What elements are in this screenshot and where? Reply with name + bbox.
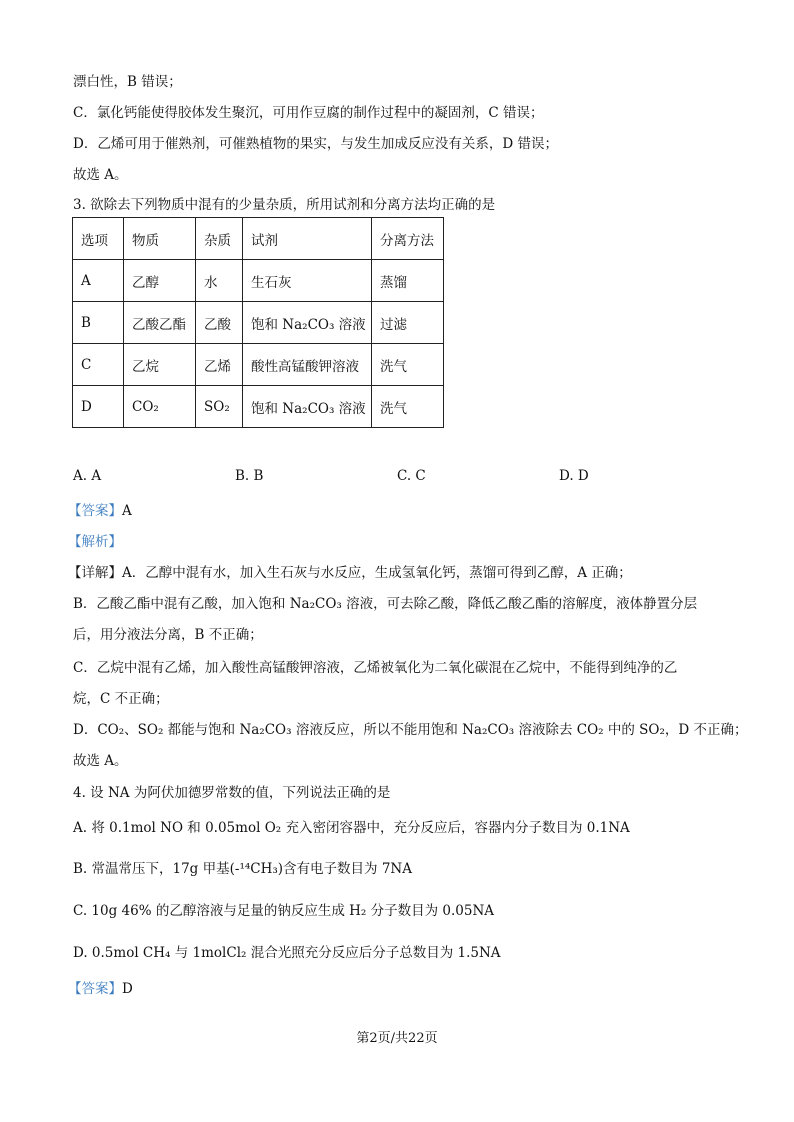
- detail-line: C．乙烷中混有乙烯，加入酸性高锰酸钾溶液，乙烯被氧化为二氧化碳混在乙烷中，不能得到纯净的乙: [73, 660, 678, 676]
- choice-b: B. B: [235, 468, 264, 484]
- table-header-cell: 试剂: [243, 218, 372, 260]
- table-cell: 乙烷: [124, 344, 196, 386]
- detail-line: 【详解】A．乙醇中混有水，加入生石灰与水反应，生成氢氧化钙，蒸馏可得到乙醇，A 正确；: [68, 565, 632, 581]
- table-cell: A: [73, 260, 124, 302]
- detail-line: 故选 A。: [73, 753, 128, 769]
- text-line: 漂白性，B 错误；: [73, 74, 182, 90]
- text-line: D．乙烯可用于催熟剂，可催熟植物的果实，与发生加成反应没有关系，D 错误；: [73, 136, 558, 152]
- table-cell: 乙烯: [196, 344, 243, 386]
- text-line: 故选 A。: [73, 167, 128, 183]
- table-cell: 饱和 Na₂CO₃ 溶液: [243, 302, 372, 344]
- table-cell: D: [73, 386, 124, 428]
- table-cell: 洗气: [372, 386, 444, 428]
- answer-tag: 【答案】: [68, 981, 122, 997]
- text-line: C．氯化钙能使得胶体发生聚沉，可用作豆腐的制作过程中的凝固剂，C 错误；: [73, 105, 544, 121]
- analysis-tag: 【解析】: [68, 534, 122, 550]
- table-cell: SO₂: [196, 386, 243, 428]
- table-cell: 乙酸: [196, 302, 243, 344]
- answer-3: [68, 499, 132, 519]
- table-cell: 过滤: [372, 302, 444, 344]
- options-table: [72, 217, 444, 428]
- table-cell: 饱和 Na₂CO₃ 溶液: [243, 386, 372, 428]
- table-cell: B: [73, 302, 124, 344]
- question-4-option-b: B. 常温常压下，17g 甲基(-¹⁴CH₃)含有电子数目为 7NA: [73, 861, 412, 877]
- table-cell: 生石灰: [243, 260, 372, 302]
- table-cell: 蒸馏: [372, 260, 444, 302]
- question-4-stem: 4. 设 NA 为阿伏加德罗常数的值，下列说法正确的是: [73, 785, 391, 801]
- question-4-option-d: D. 0.5mol CH₄ 与 1molCl₂ 混合光照充分反应后分子总数目为 1.5NA: [73, 945, 501, 961]
- answer-4: [68, 977, 133, 997]
- table-header-cell: 物质: [124, 218, 196, 260]
- table-cell: 酸性高锰酸钾溶液: [243, 344, 372, 386]
- question-4-option-a: A. 将 0.1mol NO 和 0.05mol O₂ 充入密闭容器中，充分反应后，容器内分子数目为 0.1NA: [73, 820, 630, 836]
- table-cell: C: [73, 344, 124, 386]
- choice-a: A. A: [73, 468, 102, 484]
- detail-line: 烷，C 不正确；: [73, 691, 169, 707]
- page-footer: 第2页/共22页: [356, 1031, 438, 1046]
- table-cell: 乙醇: [124, 260, 196, 302]
- table-header-cell: 分离方法: [372, 218, 444, 260]
- answer-value: D: [122, 981, 133, 997]
- question-3-choices: [73, 468, 633, 486]
- question-4-option-c: C. 10g 46% 的乙醇溶液与足量的钠反应生成 H₂ 分子数目为 0.05NA: [73, 903, 495, 919]
- detail-line: B．乙酸乙酯中混有乙酸，加入饱和 Na₂CO₃ 溶液，可去除乙酸，降低乙酸乙酯的溶解度，液体静置分层: [73, 596, 698, 612]
- answer-value: A: [122, 503, 132, 519]
- choice-c: C. C: [397, 468, 426, 484]
- detail-line: D．CO₂、SO₂ 都能与饱和 Na₂CO₃ 溶液反应，所以不能用饱和 Na₂CO₃ 溶液除去 CO₂ 中的 SO₂，D 不正确；: [73, 722, 748, 738]
- table-row: [73, 302, 444, 344]
- question-3-stem: 3. 欲除去下列物质中混有的少量杂质，所用试剂和分离方法均正确的是: [73, 197, 496, 213]
- table-cell: 水: [196, 260, 243, 302]
- table-row: [73, 344, 444, 386]
- table-header-cell: 杂质: [196, 218, 243, 260]
- detail-line: 后，用分液法分离，B 不正确；: [73, 627, 263, 643]
- table-header-row: [73, 218, 444, 260]
- table-cell: CO₂: [124, 386, 196, 428]
- table-row: [73, 260, 444, 302]
- choice-d: D. D: [559, 468, 589, 484]
- answer-tag: 【答案】: [68, 503, 122, 519]
- table-cell: 洗气: [372, 344, 444, 386]
- table-row: [73, 386, 444, 428]
- table-header-cell: 选项: [73, 218, 124, 260]
- detail-tag: 【详解】: [68, 565, 122, 581]
- table-cell: 乙酸乙酯: [124, 302, 196, 344]
